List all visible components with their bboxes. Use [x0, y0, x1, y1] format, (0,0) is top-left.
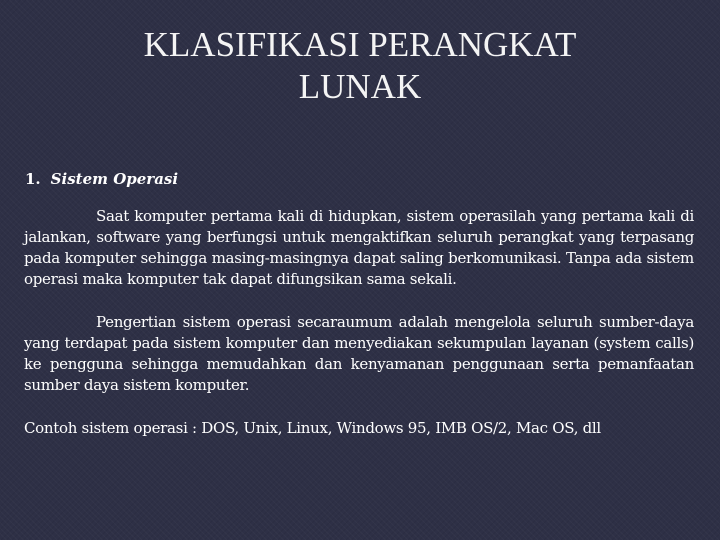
paragraph-1: Saat komputer pertama kali di hidupkan, sistem operasilah yang pertama kali di jalankan, software yang berfungsi untuk mengaktifkan seluruh perangkat yang terpasang pada komputer sehingga masing-masingnya dapat saling berkomunikasi. Tanpa ada sistem operasi maka komputer tak dapat difungsikan sama sekali. — [24, 207, 694, 288]
slide-body — [24, 169, 694, 439]
slide-title-line-1: KLASIFIKASI PERANGKAT — [143, 25, 577, 64]
paragraph-2: Pengertian sistem operasi secaraumum adalah mengelola seluruh sumber-daya yang terdapat pada sistem komputer dan menyediakan sekumpulan layanan (system calls) ke pengguna sehingga memudahkan dan kenyamanan penggunaan serta pemanfaatan sumber daya sistem komputer. — [24, 313, 694, 394]
section-heading — [24, 169, 694, 190]
example-line: Contoh sistem operasi : DOS, Unix, Linux, Windows 95, IMB OS/2, Mac OS, dll — [24, 419, 601, 437]
section-heading-text: Sistem Operasi — [50, 170, 179, 188]
section-number: 1. — [25, 170, 41, 188]
slide-title-line-2: LUNAK — [298, 67, 422, 106]
slide-title — [0, 24, 720, 108]
